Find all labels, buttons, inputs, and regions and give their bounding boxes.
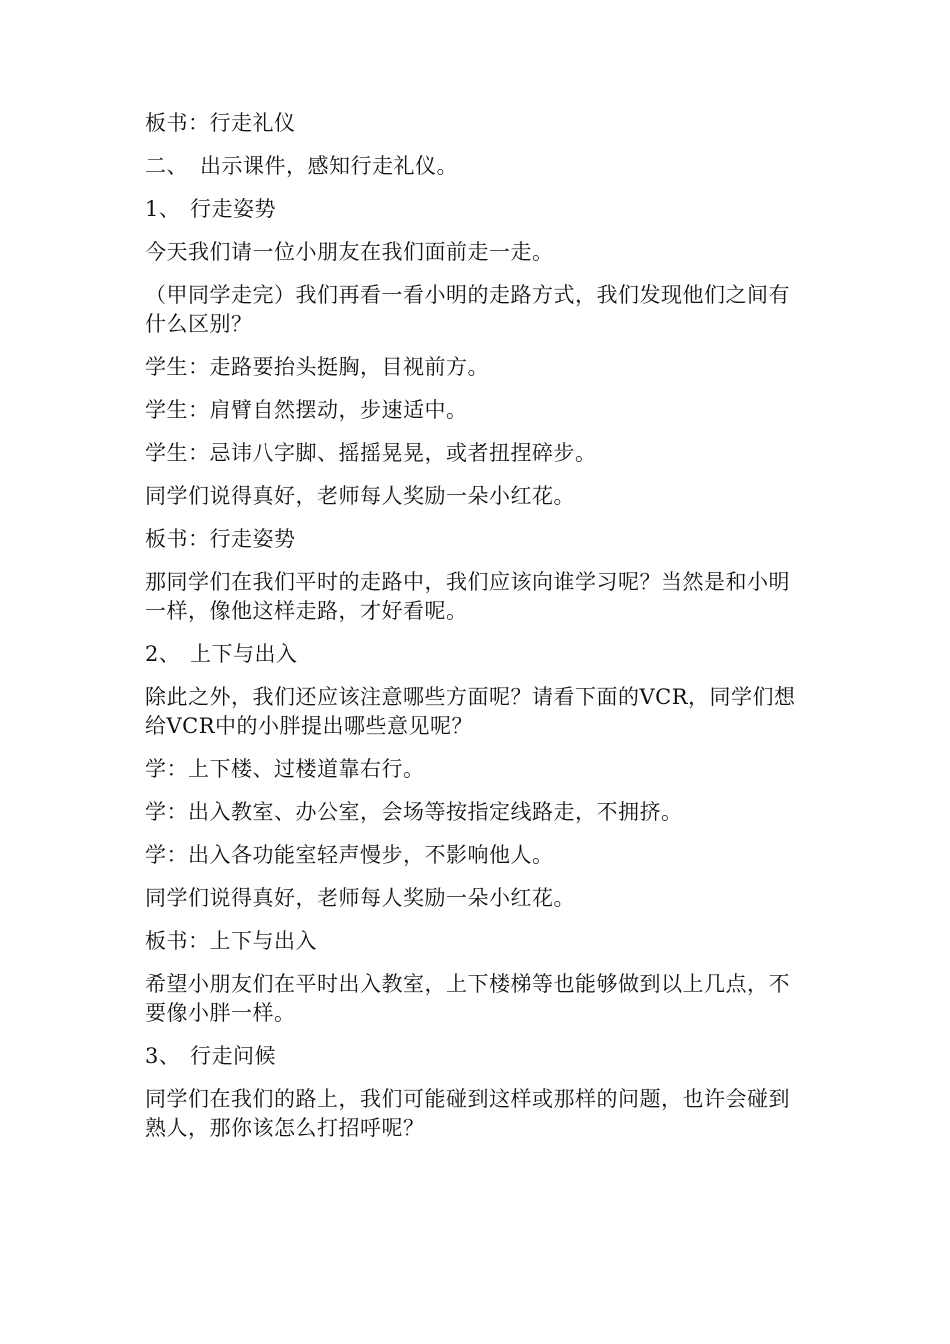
paragraph: 学生：忌讳八字脚、摇摇晃晃，或者扭捏碎步。 [145,441,597,465]
paragraph-board-etiquette: 板书：行走礼仪 [145,111,296,135]
item-marker: 2、 [145,642,181,666]
paragraph: 希望小朋友们在平时出入教室，上下楼梯等也能够做到以上几点，不要像小胖一样。 [145,972,790,1025]
paragraph: 学生：肩臂自然摆动，步速适中。 [145,398,468,422]
item-heading-1: 1、 行走姿势 [145,195,800,224]
paragraph: 同学们说得真好，老师每人奖励一朵小红花。 [145,484,575,508]
paragraph: 学：出入教室、办公室，会场等按指定线路走，不拥挤。 [145,800,683,824]
paragraph: 学：出入各功能室轻声慢步，不影响他人。 [145,843,554,867]
paragraph-board-updown: 板书：上下与出入 [145,929,317,953]
paragraph: 同学们在我们的路上，我们可能碰到这样或那样的问题，也许会碰到熟人，那你该怎么打招呼呢？ [145,1087,790,1140]
item-heading-3: 3、 行走问候 [145,1042,800,1071]
paragraph: 学：上下楼、过楼道靠右行。 [145,757,425,781]
document-body [145,109,800,1157]
paragraph: 学生：走路要抬头挺胸，目视前方。 [145,355,489,379]
item-marker: 1、 [145,197,181,221]
paragraph: 今天我们请一位小朋友在我们面前走一走。 [145,240,554,264]
paragraph: 同学们说得真好，老师每人奖励一朵小红花。 [145,886,575,910]
paragraph: （甲同学走完）我们再看一看小明的走路方式，我们发现他们之间有什么区别？ [145,283,790,336]
section-marker: 二、 [145,154,188,178]
item-heading-2: 2、 上下与出入 [145,640,800,669]
paragraph: 除此之外，我们还应该注意哪些方面呢？请看下面的VCR，同学们想给VCR中的小胖提出哪些意见呢？ [145,685,796,738]
paragraph-board-posture: 板书：行走姿势 [145,527,296,551]
section-heading-2: 二、 出示课件，感知行走礼仪。 [145,152,800,181]
item-marker: 3、 [145,1044,181,1068]
paragraph: 那同学们在我们平时的走路中，我们应该向谁学习呢？当然是和小明一样，像他这样走路，才好看呢。 [145,570,790,623]
